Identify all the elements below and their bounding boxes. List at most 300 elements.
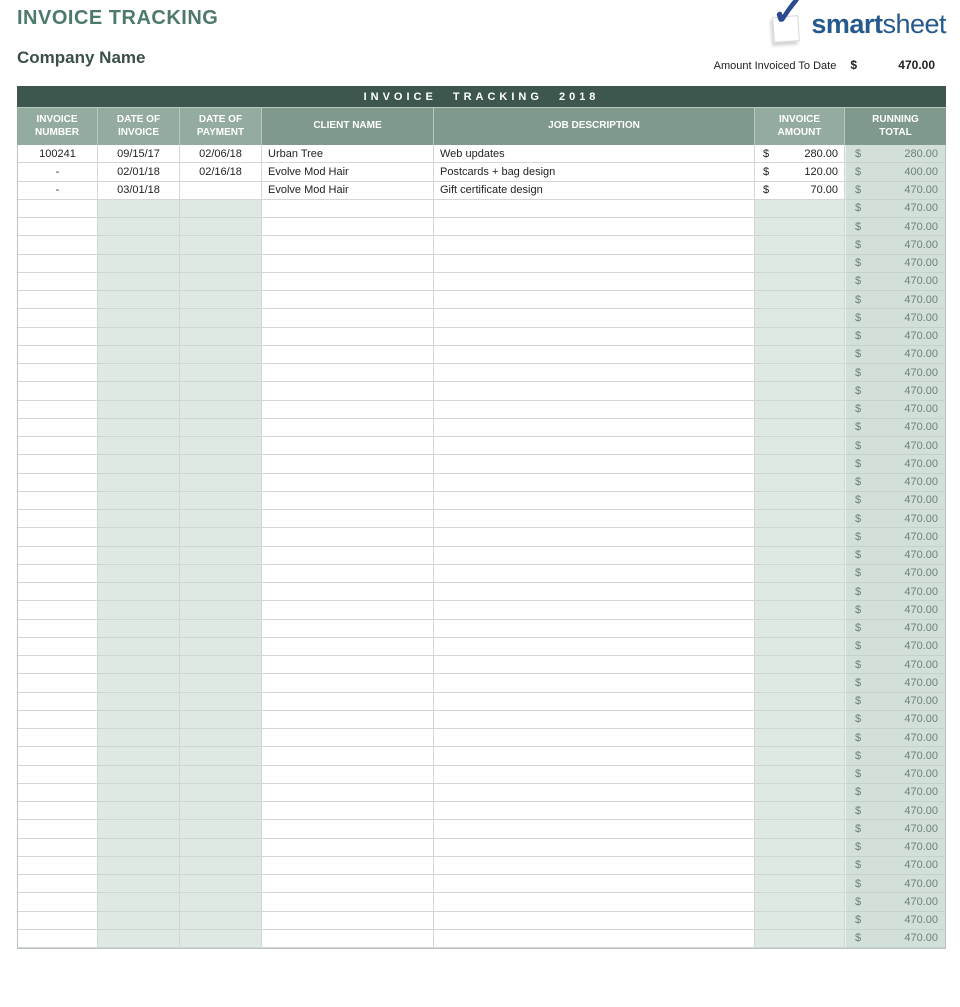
cell-running-total[interactable]: $ 470.00	[845, 565, 945, 583]
cell-invoice-number[interactable]	[18, 309, 98, 327]
cell-date-of-payment[interactable]	[180, 474, 262, 492]
cell-date-of-invoice[interactable]: 02/01/18	[98, 163, 180, 181]
cell-job-description[interactable]	[434, 218, 755, 236]
cell-date-of-payment[interactable]	[180, 601, 262, 619]
cell-job-description[interactable]	[434, 930, 755, 948]
cell-date-of-invoice[interactable]	[98, 693, 180, 711]
cell-date-of-payment[interactable]	[180, 583, 262, 601]
cell-invoice-amount[interactable]	[755, 839, 845, 857]
cell-invoice-amount[interactable]	[755, 820, 845, 838]
cell-job-description[interactable]	[434, 565, 755, 583]
cell-job-description[interactable]	[434, 510, 755, 528]
cell-invoice-number[interactable]	[18, 218, 98, 236]
cell-job-description[interactable]	[434, 857, 755, 875]
cell-invoice-amount[interactable]	[755, 474, 845, 492]
cell-client-name[interactable]	[262, 820, 434, 838]
cell-date-of-invoice[interactable]	[98, 309, 180, 327]
cell-date-of-payment[interactable]	[180, 437, 262, 455]
cell-date-of-invoice[interactable]	[98, 474, 180, 492]
cell-invoice-amount[interactable]	[755, 565, 845, 583]
cell-invoice-amount[interactable]	[755, 711, 845, 729]
cell-date-of-payment[interactable]	[180, 784, 262, 802]
cell-client-name[interactable]	[262, 601, 434, 619]
cell-invoice-amount[interactable]	[755, 437, 845, 455]
cell-invoice-amount[interactable]	[755, 583, 845, 601]
cell-date-of-payment[interactable]	[180, 839, 262, 857]
cell-client-name[interactable]	[262, 711, 434, 729]
cell-date-of-payment[interactable]	[180, 346, 262, 364]
cell-date-of-payment[interactable]	[180, 893, 262, 911]
cell-client-name[interactable]	[262, 328, 434, 346]
cell-running-total[interactable]: $ 470.00	[845, 364, 945, 382]
cell-client-name[interactable]	[262, 455, 434, 473]
cell-running-total[interactable]: $ 470.00	[845, 510, 945, 528]
cell-client-name[interactable]	[262, 218, 434, 236]
cell-date-of-payment[interactable]	[180, 510, 262, 528]
cell-job-description[interactable]	[434, 711, 755, 729]
cell-job-description[interactable]	[434, 729, 755, 747]
cell-date-of-invoice[interactable]: 09/15/17	[98, 145, 180, 163]
cell-running-total[interactable]: $ 470.00	[845, 291, 945, 309]
cell-job-description[interactable]	[434, 747, 755, 765]
cell-running-total[interactable]: $ 470.00	[845, 255, 945, 273]
cell-running-total[interactable]: $ 470.00	[845, 875, 945, 893]
cell-date-of-payment[interactable]	[180, 802, 262, 820]
cell-running-total[interactable]: $ 470.00	[845, 182, 945, 200]
cell-invoice-amount[interactable]	[755, 255, 845, 273]
cell-invoice-number[interactable]	[18, 875, 98, 893]
cell-date-of-invoice[interactable]	[98, 437, 180, 455]
cell-job-description[interactable]	[434, 455, 755, 473]
cell-client-name[interactable]	[262, 309, 434, 327]
cell-invoice-number[interactable]	[18, 674, 98, 692]
cell-running-total[interactable]: $ 470.00	[845, 401, 945, 419]
cell-invoice-amount[interactable]	[755, 893, 845, 911]
cell-date-of-payment[interactable]	[180, 401, 262, 419]
cell-invoice-number[interactable]	[18, 273, 98, 291]
cell-invoice-amount[interactable]	[755, 528, 845, 546]
cell-date-of-payment[interactable]	[180, 236, 262, 254]
cell-running-total[interactable]: $ 470.00	[845, 346, 945, 364]
cell-job-description[interactable]	[434, 200, 755, 218]
cell-date-of-invoice[interactable]	[98, 820, 180, 838]
cell-date-of-invoice[interactable]	[98, 674, 180, 692]
cell-invoice-number[interactable]	[18, 601, 98, 619]
cell-client-name[interactable]	[262, 839, 434, 857]
cell-job-description[interactable]	[434, 236, 755, 254]
cell-invoice-amount[interactable]	[755, 857, 845, 875]
cell-date-of-payment[interactable]: 02/06/18	[180, 145, 262, 163]
cell-invoice-amount[interactable]	[755, 656, 845, 674]
cell-invoice-number[interactable]	[18, 711, 98, 729]
cell-job-description[interactable]: Web updates	[434, 145, 755, 163]
cell-client-name[interactable]	[262, 364, 434, 382]
cell-date-of-payment[interactable]	[180, 747, 262, 765]
cell-date-of-invoice[interactable]	[98, 802, 180, 820]
cell-job-description[interactable]	[434, 766, 755, 784]
cell-job-description[interactable]	[434, 547, 755, 565]
cell-date-of-invoice[interactable]	[98, 419, 180, 437]
cell-date-of-payment[interactable]	[180, 875, 262, 893]
cell-job-description[interactable]	[434, 309, 755, 327]
cell-date-of-payment[interactable]	[180, 419, 262, 437]
cell-running-total[interactable]: $ 470.00	[845, 437, 945, 455]
cell-invoice-number[interactable]: -	[18, 163, 98, 181]
cell-invoice-number[interactable]	[18, 346, 98, 364]
cell-invoice-amount[interactable]	[755, 547, 845, 565]
cell-date-of-payment[interactable]	[180, 638, 262, 656]
cell-date-of-payment[interactable]	[180, 455, 262, 473]
cell-invoice-amount[interactable]	[755, 747, 845, 765]
cell-invoice-number[interactable]	[18, 510, 98, 528]
cell-invoice-amount[interactable]	[755, 291, 845, 309]
cell-date-of-invoice[interactable]	[98, 875, 180, 893]
cell-invoice-number[interactable]	[18, 236, 98, 254]
cell-invoice-amount[interactable]	[755, 328, 845, 346]
cell-invoice-number[interactable]	[18, 401, 98, 419]
cell-date-of-payment[interactable]	[180, 328, 262, 346]
cell-date-of-invoice[interactable]	[98, 601, 180, 619]
cell-job-description[interactable]	[434, 839, 755, 857]
cell-invoice-number[interactable]	[18, 839, 98, 857]
cell-invoice-number[interactable]	[18, 693, 98, 711]
cell-job-description[interactable]	[434, 601, 755, 619]
cell-date-of-payment[interactable]	[180, 382, 262, 400]
cell-running-total[interactable]: $ 470.00	[845, 839, 945, 857]
cell-running-total[interactable]: $ 470.00	[845, 857, 945, 875]
cell-invoice-number[interactable]	[18, 583, 98, 601]
cell-date-of-invoice[interactable]	[98, 638, 180, 656]
cell-running-total[interactable]: $ 470.00	[845, 328, 945, 346]
cell-client-name[interactable]: Evolve Mod Hair	[262, 182, 434, 200]
cell-date-of-invoice[interactable]	[98, 583, 180, 601]
cell-invoice-number[interactable]	[18, 656, 98, 674]
cell-running-total[interactable]: $ 470.00	[845, 309, 945, 327]
cell-date-of-invoice[interactable]	[98, 492, 180, 510]
cell-running-total[interactable]: $ 470.00	[845, 820, 945, 838]
cell-invoice-amount[interactable]	[755, 674, 845, 692]
cell-invoice-amount[interactable]	[755, 784, 845, 802]
cell-job-description[interactable]	[434, 656, 755, 674]
cell-client-name[interactable]	[262, 583, 434, 601]
cell-invoice-amount[interactable]: $ 70.00	[755, 182, 845, 200]
cell-date-of-payment[interactable]: 02/16/18	[180, 163, 262, 181]
cell-invoice-number[interactable]	[18, 565, 98, 583]
cell-client-name[interactable]	[262, 857, 434, 875]
cell-date-of-invoice[interactable]	[98, 656, 180, 674]
cell-date-of-payment[interactable]	[180, 729, 262, 747]
cell-date-of-invoice[interactable]	[98, 747, 180, 765]
cell-client-name[interactable]	[262, 273, 434, 291]
cell-client-name[interactable]	[262, 729, 434, 747]
cell-client-name[interactable]	[262, 802, 434, 820]
cell-job-description[interactable]	[434, 674, 755, 692]
cell-date-of-invoice[interactable]	[98, 547, 180, 565]
cell-date-of-invoice[interactable]	[98, 565, 180, 583]
cell-running-total[interactable]: $ 470.00	[845, 766, 945, 784]
cell-invoice-number[interactable]	[18, 492, 98, 510]
cell-invoice-amount[interactable]	[755, 912, 845, 930]
cell-invoice-number[interactable]	[18, 820, 98, 838]
cell-job-description[interactable]	[434, 802, 755, 820]
cell-client-name[interactable]	[262, 255, 434, 273]
cell-job-description[interactable]	[434, 638, 755, 656]
cell-client-name[interactable]	[262, 528, 434, 546]
cell-invoice-amount[interactable]	[755, 510, 845, 528]
cell-invoice-amount[interactable]	[755, 419, 845, 437]
cell-invoice-number[interactable]	[18, 547, 98, 565]
cell-invoice-amount[interactable]	[755, 273, 845, 291]
cell-invoice-number[interactable]	[18, 893, 98, 911]
cell-client-name[interactable]: Evolve Mod Hair	[262, 163, 434, 181]
cell-date-of-payment[interactable]	[180, 565, 262, 583]
cell-date-of-payment[interactable]	[180, 364, 262, 382]
cell-client-name[interactable]	[262, 875, 434, 893]
cell-client-name[interactable]	[262, 784, 434, 802]
cell-date-of-payment[interactable]	[180, 200, 262, 218]
cell-date-of-invoice[interactable]	[98, 893, 180, 911]
cell-invoice-number[interactable]	[18, 747, 98, 765]
cell-invoice-amount[interactable]	[755, 218, 845, 236]
cell-client-name[interactable]	[262, 437, 434, 455]
cell-running-total[interactable]: $ 470.00	[845, 382, 945, 400]
cell-date-of-invoice[interactable]	[98, 857, 180, 875]
cell-date-of-invoice[interactable]	[98, 711, 180, 729]
cell-invoice-number[interactable]	[18, 364, 98, 382]
cell-date-of-payment[interactable]	[180, 820, 262, 838]
cell-invoice-amount[interactable]	[755, 309, 845, 327]
cell-running-total[interactable]: $ 470.00	[845, 674, 945, 692]
cell-date-of-invoice[interactable]	[98, 528, 180, 546]
cell-date-of-payment[interactable]	[180, 912, 262, 930]
cell-date-of-payment[interactable]	[180, 656, 262, 674]
cell-running-total[interactable]: $ 470.00	[845, 273, 945, 291]
cell-invoice-amount[interactable]	[755, 875, 845, 893]
cell-invoice-number[interactable]	[18, 729, 98, 747]
cell-date-of-invoice[interactable]	[98, 510, 180, 528]
cell-job-description[interactable]	[434, 328, 755, 346]
cell-job-description[interactable]: Gift certificate design	[434, 182, 755, 200]
cell-client-name[interactable]	[262, 401, 434, 419]
cell-invoice-amount[interactable]	[755, 930, 845, 948]
cell-invoice-number[interactable]	[18, 200, 98, 218]
cell-running-total[interactable]: $ 470.00	[845, 492, 945, 510]
cell-invoice-number[interactable]	[18, 474, 98, 492]
cell-invoice-amount[interactable]	[755, 802, 845, 820]
cell-invoice-amount[interactable]	[755, 638, 845, 656]
cell-job-description[interactable]	[434, 364, 755, 382]
cell-running-total[interactable]: $ 470.00	[845, 638, 945, 656]
cell-date-of-invoice[interactable]	[98, 839, 180, 857]
cell-date-of-invoice[interactable]	[98, 382, 180, 400]
cell-date-of-payment[interactable]	[180, 766, 262, 784]
cell-invoice-amount[interactable]	[755, 455, 845, 473]
cell-date-of-payment[interactable]	[180, 547, 262, 565]
cell-client-name[interactable]	[262, 766, 434, 784]
cell-running-total[interactable]: $ 470.00	[845, 583, 945, 601]
cell-job-description[interactable]	[434, 912, 755, 930]
cell-client-name[interactable]	[262, 236, 434, 254]
cell-job-description[interactable]	[434, 291, 755, 309]
cell-date-of-invoice[interactable]	[98, 236, 180, 254]
cell-date-of-payment[interactable]	[180, 182, 262, 200]
cell-date-of-payment[interactable]	[180, 309, 262, 327]
cell-invoice-number[interactable]	[18, 930, 98, 948]
cell-date-of-invoice[interactable]	[98, 620, 180, 638]
cell-date-of-payment[interactable]	[180, 273, 262, 291]
cell-job-description[interactable]	[434, 583, 755, 601]
cell-client-name[interactable]	[262, 382, 434, 400]
cell-job-description[interactable]	[434, 419, 755, 437]
cell-date-of-invoice[interactable]	[98, 784, 180, 802]
cell-client-name[interactable]	[262, 747, 434, 765]
cell-running-total[interactable]: $ 470.00	[845, 711, 945, 729]
cell-invoice-amount[interactable]	[755, 236, 845, 254]
cell-date-of-payment[interactable]	[180, 674, 262, 692]
cell-invoice-number[interactable]	[18, 620, 98, 638]
cell-job-description[interactable]	[434, 273, 755, 291]
cell-running-total[interactable]: $ 470.00	[845, 912, 945, 930]
cell-job-description[interactable]	[434, 784, 755, 802]
cell-date-of-invoice[interactable]	[98, 912, 180, 930]
cell-job-description[interactable]	[434, 346, 755, 364]
cell-running-total[interactable]: $ 470.00	[845, 419, 945, 437]
cell-job-description[interactable]	[434, 492, 755, 510]
cell-invoice-amount[interactable]	[755, 620, 845, 638]
cell-date-of-invoice[interactable]	[98, 401, 180, 419]
cell-invoice-number[interactable]	[18, 437, 98, 455]
cell-running-total[interactable]: $ 470.00	[845, 455, 945, 473]
cell-job-description[interactable]	[434, 255, 755, 273]
cell-client-name[interactable]	[262, 474, 434, 492]
cell-date-of-invoice[interactable]	[98, 218, 180, 236]
cell-date-of-invoice[interactable]	[98, 273, 180, 291]
cell-date-of-invoice[interactable]	[98, 364, 180, 382]
cell-invoice-amount[interactable]	[755, 601, 845, 619]
cell-invoice-amount[interactable]	[755, 364, 845, 382]
cell-date-of-payment[interactable]	[180, 693, 262, 711]
cell-date-of-invoice[interactable]	[98, 291, 180, 309]
cell-date-of-payment[interactable]	[180, 930, 262, 948]
cell-client-name[interactable]: Urban Tree	[262, 145, 434, 163]
cell-invoice-number[interactable]	[18, 802, 98, 820]
cell-date-of-invoice[interactable]	[98, 328, 180, 346]
cell-invoice-number[interactable]	[18, 784, 98, 802]
cell-invoice-number[interactable]	[18, 291, 98, 309]
cell-client-name[interactable]	[262, 638, 434, 656]
cell-date-of-invoice[interactable]	[98, 200, 180, 218]
cell-job-description[interactable]	[434, 875, 755, 893]
cell-date-of-payment[interactable]	[180, 291, 262, 309]
cell-date-of-invoice[interactable]	[98, 255, 180, 273]
cell-job-description[interactable]	[434, 437, 755, 455]
cell-job-description[interactable]	[434, 474, 755, 492]
cell-invoice-number[interactable]	[18, 455, 98, 473]
cell-date-of-invoice[interactable]	[98, 346, 180, 364]
cell-client-name[interactable]	[262, 492, 434, 510]
cell-job-description[interactable]	[434, 382, 755, 400]
cell-invoice-amount[interactable]	[755, 200, 845, 218]
cell-invoice-number[interactable]	[18, 912, 98, 930]
cell-client-name[interactable]	[262, 291, 434, 309]
cell-invoice-amount[interactable]: $ 280.00	[755, 145, 845, 163]
cell-running-total[interactable]: $ 470.00	[845, 601, 945, 619]
cell-running-total[interactable]: $ 470.00	[845, 218, 945, 236]
cell-client-name[interactable]	[262, 510, 434, 528]
cell-date-of-payment[interactable]	[180, 492, 262, 510]
cell-client-name[interactable]	[262, 674, 434, 692]
cell-invoice-amount[interactable]	[755, 382, 845, 400]
cell-date-of-invoice[interactable]	[98, 930, 180, 948]
cell-date-of-payment[interactable]	[180, 711, 262, 729]
cell-running-total[interactable]: $ 470.00	[845, 747, 945, 765]
cell-client-name[interactable]	[262, 200, 434, 218]
cell-invoice-amount[interactable]	[755, 766, 845, 784]
cell-client-name[interactable]	[262, 693, 434, 711]
cell-invoice-number[interactable]	[18, 766, 98, 784]
cell-date-of-invoice[interactable]	[98, 455, 180, 473]
cell-date-of-payment[interactable]	[180, 857, 262, 875]
cell-client-name[interactable]	[262, 565, 434, 583]
cell-running-total[interactable]: $ 470.00	[845, 200, 945, 218]
cell-date-of-payment[interactable]	[180, 620, 262, 638]
cell-date-of-payment[interactable]	[180, 218, 262, 236]
cell-client-name[interactable]	[262, 912, 434, 930]
cell-running-total[interactable]: $ 470.00	[845, 729, 945, 747]
cell-invoice-number[interactable]	[18, 382, 98, 400]
cell-invoice-number[interactable]: -	[18, 182, 98, 200]
cell-client-name[interactable]	[262, 893, 434, 911]
cell-invoice-number[interactable]	[18, 255, 98, 273]
cell-running-total[interactable]: $ 470.00	[845, 236, 945, 254]
cell-invoice-number[interactable]	[18, 419, 98, 437]
cell-running-total[interactable]: $ 470.00	[845, 528, 945, 546]
cell-running-total[interactable]: $ 280.00	[845, 145, 945, 163]
cell-job-description[interactable]	[434, 693, 755, 711]
cell-date-of-invoice[interactable]	[98, 766, 180, 784]
cell-invoice-number[interactable]	[18, 528, 98, 546]
cell-job-description[interactable]: Postcards + bag design	[434, 163, 755, 181]
cell-running-total[interactable]: $ 470.00	[845, 784, 945, 802]
cell-running-total[interactable]: $ 470.00	[845, 930, 945, 948]
cell-client-name[interactable]	[262, 930, 434, 948]
cell-running-total[interactable]: $ 470.00	[845, 656, 945, 674]
cell-invoice-amount[interactable]	[755, 401, 845, 419]
cell-job-description[interactable]	[434, 620, 755, 638]
cell-invoice-amount[interactable]	[755, 729, 845, 747]
cell-invoice-number[interactable]	[18, 638, 98, 656]
cell-client-name[interactable]	[262, 346, 434, 364]
cell-running-total[interactable]: $ 400.00	[845, 163, 945, 181]
cell-running-total[interactable]: $ 470.00	[845, 893, 945, 911]
cell-invoice-amount[interactable]	[755, 492, 845, 510]
cell-running-total[interactable]: $ 470.00	[845, 693, 945, 711]
cell-job-description[interactable]	[434, 401, 755, 419]
cell-invoice-amount[interactable]: $ 120.00	[755, 163, 845, 181]
cell-running-total[interactable]: $ 470.00	[845, 547, 945, 565]
cell-invoice-number[interactable]: 100241	[18, 145, 98, 163]
cell-invoice-amount[interactable]	[755, 346, 845, 364]
cell-job-description[interactable]	[434, 820, 755, 838]
cell-client-name[interactable]	[262, 419, 434, 437]
cell-date-of-payment[interactable]	[180, 255, 262, 273]
cell-invoice-amount[interactable]	[755, 693, 845, 711]
cell-running-total[interactable]: $ 470.00	[845, 802, 945, 820]
cell-running-total[interactable]: $ 470.00	[845, 474, 945, 492]
cell-job-description[interactable]	[434, 528, 755, 546]
cell-date-of-payment[interactable]	[180, 528, 262, 546]
cell-client-name[interactable]	[262, 656, 434, 674]
